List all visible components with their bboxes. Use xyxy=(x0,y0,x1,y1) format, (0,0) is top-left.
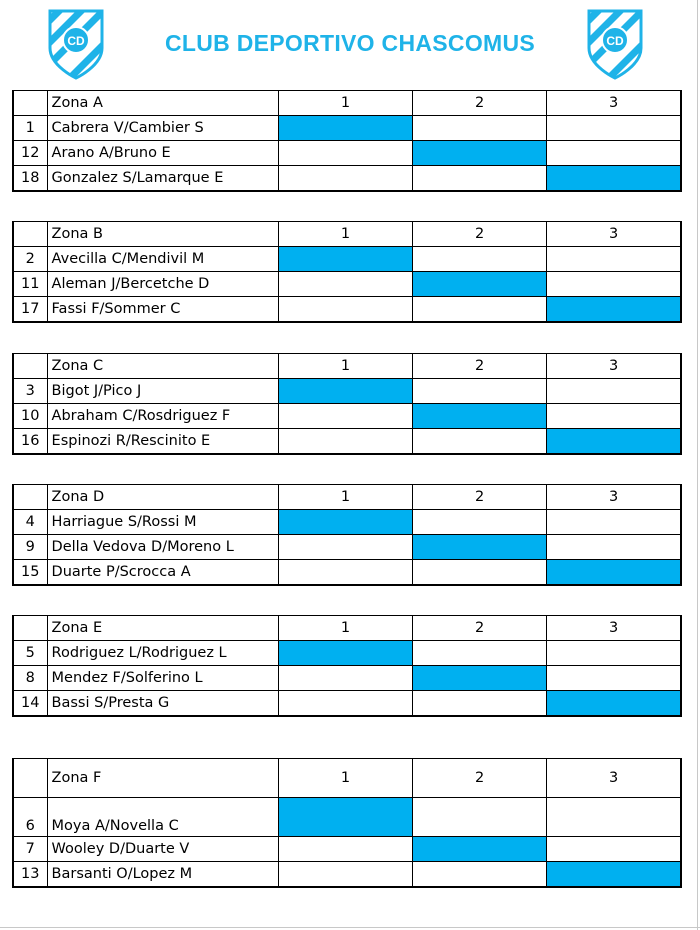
zone-header-row xyxy=(13,222,681,247)
header-blank-cell xyxy=(13,222,47,247)
self-match-cell xyxy=(413,837,547,862)
svg-text:CD: CD xyxy=(67,34,85,48)
table-row xyxy=(13,429,681,455)
seed-number: 6 xyxy=(13,798,47,837)
table-row xyxy=(13,510,681,535)
player-pair: Cabrera V/Cambier S xyxy=(47,116,278,141)
self-match-cell xyxy=(413,404,547,429)
player-pair: Bigot J/Pico J xyxy=(47,379,278,404)
result-cell xyxy=(278,535,412,560)
result-cell xyxy=(547,404,681,429)
self-match-cell xyxy=(278,641,412,666)
table-row xyxy=(13,837,681,862)
player-pair: Espinozi R/Rescinito E xyxy=(47,429,278,455)
zone-header-row xyxy=(13,616,681,641)
table-row xyxy=(13,404,681,429)
column-header: 2 xyxy=(413,354,547,379)
result-cell xyxy=(413,429,547,455)
self-match-cell xyxy=(278,798,412,837)
zone-table xyxy=(12,615,682,717)
self-match-cell xyxy=(547,166,681,192)
result-cell xyxy=(413,116,547,141)
table-row xyxy=(13,297,681,323)
table-row xyxy=(13,666,681,691)
table-row xyxy=(13,641,681,666)
column-header: 2 xyxy=(413,222,547,247)
self-match-cell xyxy=(547,297,681,323)
seed-number: 3 xyxy=(13,379,47,404)
seed-number: 14 xyxy=(13,691,47,717)
result-cell xyxy=(547,141,681,166)
result-cell xyxy=(413,641,547,666)
zone-table xyxy=(12,758,682,888)
table-row xyxy=(13,272,681,297)
column-header: 3 xyxy=(547,222,681,247)
svg-text:CD: CD xyxy=(606,34,624,48)
self-match-cell xyxy=(413,141,547,166)
result-cell xyxy=(413,510,547,535)
result-cell xyxy=(278,297,412,323)
result-cell xyxy=(413,560,547,586)
player-pair: Duarte P/Scrocca A xyxy=(47,560,278,586)
result-cell xyxy=(547,641,681,666)
player-pair: Bassi S/Presta G xyxy=(47,691,278,717)
seed-number: 15 xyxy=(13,560,47,586)
player-pair: Mendez F/Solferino L xyxy=(47,666,278,691)
result-cell xyxy=(278,691,412,717)
player-pair: Abraham C/Rosdriguez F xyxy=(47,404,278,429)
table-row xyxy=(13,691,681,717)
player-pair: Harriague S/Rossi M xyxy=(47,510,278,535)
self-match-cell xyxy=(413,272,547,297)
result-cell xyxy=(278,666,412,691)
column-header: 1 xyxy=(278,354,412,379)
zone-header-row xyxy=(13,485,681,510)
column-header: 1 xyxy=(278,222,412,247)
zone-name: Zona A xyxy=(47,91,278,116)
result-cell xyxy=(413,798,547,837)
result-cell xyxy=(278,862,412,888)
result-cell xyxy=(413,379,547,404)
column-header: 3 xyxy=(547,485,681,510)
self-match-cell xyxy=(278,510,412,535)
header-blank-cell xyxy=(13,616,47,641)
result-cell xyxy=(547,272,681,297)
seed-number: 18 xyxy=(13,166,47,192)
self-match-cell xyxy=(547,429,681,455)
column-header: 2 xyxy=(413,616,547,641)
page-border xyxy=(697,0,698,930)
self-match-cell xyxy=(413,666,547,691)
seed-number: 16 xyxy=(13,429,47,455)
zone-table xyxy=(12,353,682,455)
player-pair: Wooley D/Duarte V xyxy=(47,837,278,862)
result-cell xyxy=(278,272,412,297)
seed-number: 2 xyxy=(13,247,47,272)
table-row xyxy=(13,535,681,560)
seed-number: 5 xyxy=(13,641,47,666)
result-cell xyxy=(413,297,547,323)
column-header: 1 xyxy=(278,759,412,798)
seed-number: 13 xyxy=(13,862,47,888)
column-header: 1 xyxy=(278,91,412,116)
seed-number: 11 xyxy=(13,272,47,297)
result-cell xyxy=(547,798,681,837)
player-pair: Barsanti O/Lopez M xyxy=(47,862,278,888)
self-match-cell xyxy=(547,862,681,888)
result-cell xyxy=(278,560,412,586)
zone-table xyxy=(12,484,682,586)
player-pair: Moya A/Novella C xyxy=(47,798,278,837)
column-header: 2 xyxy=(413,759,547,798)
page-title: CLUB DEPORTIVO CHASCOMUS xyxy=(164,30,536,56)
result-cell xyxy=(413,166,547,192)
zone-header-row xyxy=(13,759,681,798)
table-row xyxy=(13,798,681,837)
table-row xyxy=(13,862,681,888)
player-pair: Della Vedova D/Moreno L xyxy=(47,535,278,560)
column-header: 3 xyxy=(547,91,681,116)
player-pair: Arano A/Bruno E xyxy=(47,141,278,166)
zone-name: Zona D xyxy=(47,485,278,510)
result-cell xyxy=(547,535,681,560)
player-pair: Avecilla C/Mendivil M xyxy=(47,247,278,272)
seed-number: 4 xyxy=(13,510,47,535)
result-cell xyxy=(278,404,412,429)
result-cell xyxy=(413,691,547,717)
column-header: 2 xyxy=(413,91,547,116)
seed-number: 9 xyxy=(13,535,47,560)
header-blank-cell xyxy=(13,91,47,116)
table-row xyxy=(13,116,681,141)
zone-name: Zona F xyxy=(47,759,278,798)
player-pair: Aleman J/Bercetche D xyxy=(47,272,278,297)
self-match-cell xyxy=(413,535,547,560)
result-cell xyxy=(278,429,412,455)
self-match-cell xyxy=(547,691,681,717)
seed-number: 12 xyxy=(13,141,47,166)
result-cell xyxy=(547,837,681,862)
player-pair: Gonzalez S/Lamarque E xyxy=(47,166,278,192)
seed-number: 7 xyxy=(13,837,47,862)
table-row xyxy=(13,379,681,404)
self-match-cell xyxy=(547,560,681,586)
column-header: 2 xyxy=(413,485,547,510)
seed-number: 17 xyxy=(13,297,47,323)
seed-number: 1 xyxy=(13,116,47,141)
table-row xyxy=(13,247,681,272)
result-cell xyxy=(413,247,547,272)
player-pair: Fassi F/Sommer C xyxy=(47,297,278,323)
result-cell xyxy=(547,379,681,404)
result-cell xyxy=(278,166,412,192)
zone-header-row xyxy=(13,91,681,116)
player-pair: Rodriguez L/Rodriguez L xyxy=(47,641,278,666)
table-row xyxy=(13,141,681,166)
result-cell xyxy=(547,116,681,141)
column-header: 3 xyxy=(547,616,681,641)
seed-number: 10 xyxy=(13,404,47,429)
result-cell xyxy=(278,837,412,862)
zone-table xyxy=(12,90,682,192)
self-match-cell xyxy=(278,116,412,141)
seed-number: 8 xyxy=(13,666,47,691)
header-blank-cell xyxy=(13,759,47,798)
zone-header-row xyxy=(13,354,681,379)
self-match-cell xyxy=(278,247,412,272)
result-cell xyxy=(547,666,681,691)
zone-name: Zona B xyxy=(47,222,278,247)
result-cell xyxy=(413,862,547,888)
column-header: 3 xyxy=(547,354,681,379)
result-cell xyxy=(547,510,681,535)
result-cell xyxy=(278,141,412,166)
result-cell xyxy=(547,247,681,272)
page-border xyxy=(0,927,700,928)
column-header: 1 xyxy=(278,616,412,641)
header-blank-cell xyxy=(13,354,47,379)
table-row xyxy=(13,560,681,586)
table-row xyxy=(13,166,681,192)
self-match-cell xyxy=(278,379,412,404)
column-header: 3 xyxy=(547,759,681,798)
header-blank-cell xyxy=(13,485,47,510)
zone-table xyxy=(12,221,682,323)
column-header: 1 xyxy=(278,485,412,510)
zone-name: Zona E xyxy=(47,616,278,641)
zone-name: Zona C xyxy=(47,354,278,379)
